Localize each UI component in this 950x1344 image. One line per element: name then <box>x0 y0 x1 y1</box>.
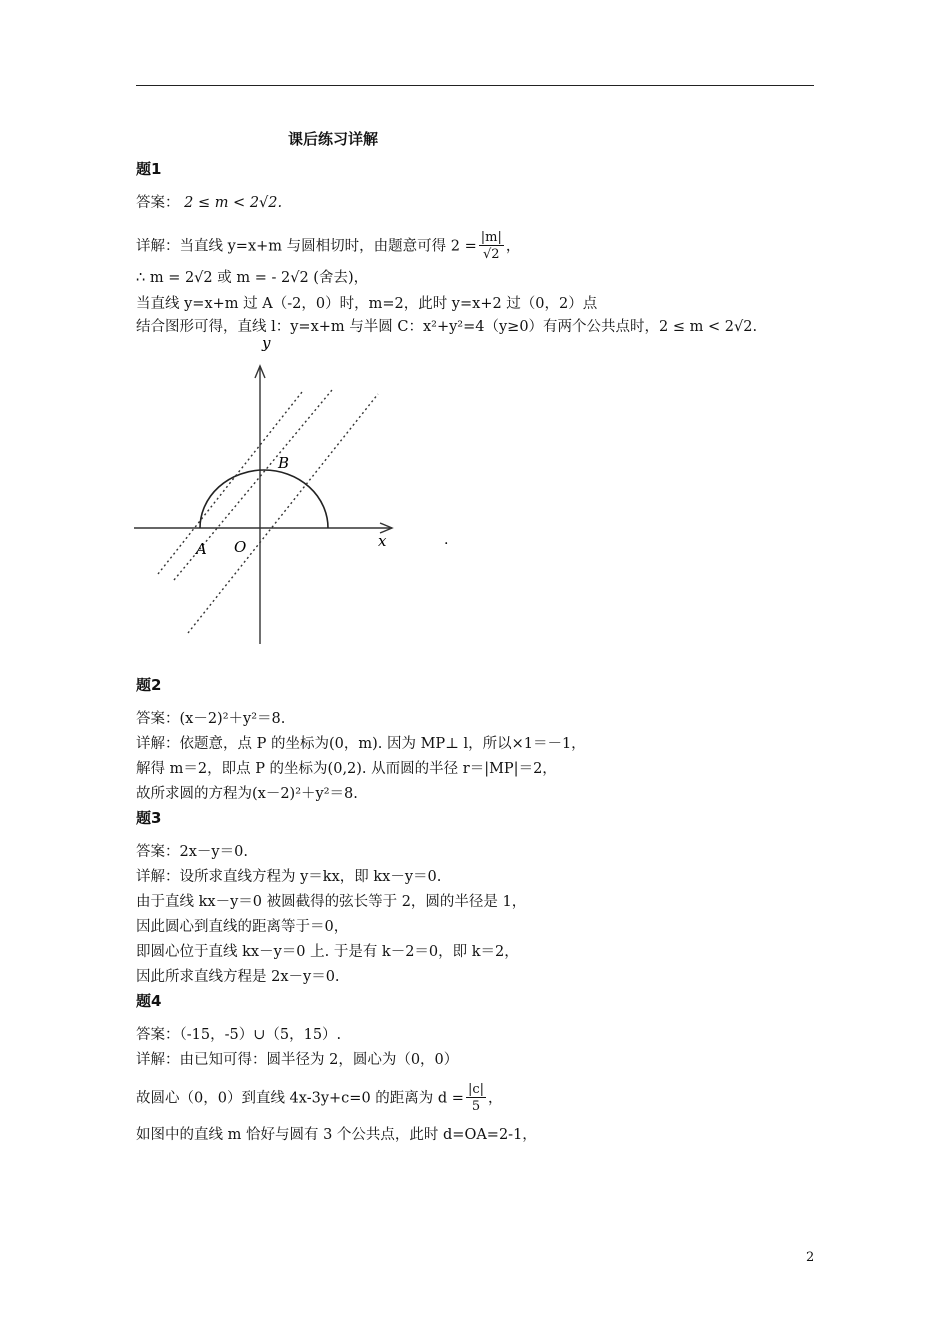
q2-detail-3: 故所求圆的方程为(x－2)²＋y²＝8. <box>136 786 358 802</box>
q4-fraction <box>466 1082 486 1115</box>
q4-detail-1: 详解：由已知可得：圆半径为 2，圆心为（0，0） <box>136 1052 459 1068</box>
q1-detail-1 <box>136 230 520 263</box>
label-dot: . <box>444 532 449 548</box>
q2-detail-2: 解得 m＝2，即点 P 的坐标为(0,2). 从而圆的半径 r＝|MP|＝2， <box>136 761 557 777</box>
q3-answer: 答案：2x－y＝0. <box>136 844 248 860</box>
q3-detail-2: 由于直线 kx－y＝0 被圆截得的弦长等于 2，圆的半径是 1， <box>136 894 527 910</box>
label-A: A <box>196 540 207 558</box>
q1-fraction <box>479 230 504 263</box>
q1-heading: 题1 <box>136 160 162 178</box>
page-number: 2 <box>806 1250 815 1265</box>
q3-detail-1: 详解：设所求直线方程为 y＝kx，即 kx－y＝0. <box>136 869 442 885</box>
q4-heading: 题4 <box>136 992 162 1010</box>
q1-frac-den: √2 <box>483 247 500 262</box>
q3-detail-4: 即圆心位于直线 kx－y＝0 上. 于是有 k－2＝0，即 k＝2， <box>136 944 519 960</box>
q3-detail-5: 因此所求直线方程是 2x－y＝0. <box>136 969 340 985</box>
q4-detail-2 <box>136 1082 502 1115</box>
q4-frac-num: |c| <box>467 1082 484 1097</box>
q1-detail-3: 当直线 y=x+m 过 A（-2，0）时，m=2，此时 y=x+2 过（0，2）点 <box>136 296 598 312</box>
q1-frac-num: |m| <box>480 230 502 245</box>
q1-detail-2: ∴ m = 2√2 或 m = - 2√2 (舍去)， <box>136 270 369 286</box>
label-x: x <box>378 532 387 550</box>
q1-answer-label: 答案： <box>136 195 180 211</box>
label-B: B <box>278 454 290 472</box>
header-rule <box>136 85 814 86</box>
q4-frac-den: 5 <box>471 1099 481 1114</box>
page-title: 课后练习详解 <box>288 130 379 148</box>
q3-detail-3: 因此圆心到直线的距离等于＝0， <box>136 919 349 935</box>
q1-detail-suffix: ， <box>505 238 521 255</box>
q1-detail-prefix: 详解：当直线 y=x+m 与圆相切时，由题意可得 2 = <box>136 238 477 255</box>
q2-answer: 答案：(x－2)²＋y²＝8. <box>136 711 286 727</box>
dotted-line-1 <box>158 392 302 574</box>
q3-heading: 题3 <box>136 809 162 827</box>
q1-answer <box>136 194 282 212</box>
q4-detail-prefix: 故圆心（0，0）到直线 4x-3y+c=0 的距离为 d = <box>136 1090 464 1107</box>
semicircle-lines-figure <box>134 336 464 648</box>
label-O: O <box>234 538 247 556</box>
q4-detail-suffix: ， <box>487 1090 503 1107</box>
q4-detail-3: 如图中的直线 m 恰好与圆有 3 个公共点，此时 d=OA=2-1， <box>136 1127 537 1143</box>
q2-detail-1: 详解：依题意，点 P 的坐标为(0，m). 因为 MP⊥ l，所以×1＝－1， <box>136 736 586 752</box>
q1-answer-expr: 2 ≤ m < 2√2. <box>184 195 283 211</box>
q1-detail-4: 结合图形可得，直线 l：y=x+m 与半圆 C：x²+y²=4（y≥0）有两个公共点时，2 ≤ m < 2√2. <box>136 319 758 335</box>
q4-answer: 答案：（-15，-5）∪（5，15）. <box>136 1027 342 1043</box>
q2-heading: 题2 <box>136 676 162 694</box>
label-y: y <box>262 336 271 352</box>
dotted-line-3 <box>188 394 378 633</box>
semicircle <box>200 470 328 528</box>
